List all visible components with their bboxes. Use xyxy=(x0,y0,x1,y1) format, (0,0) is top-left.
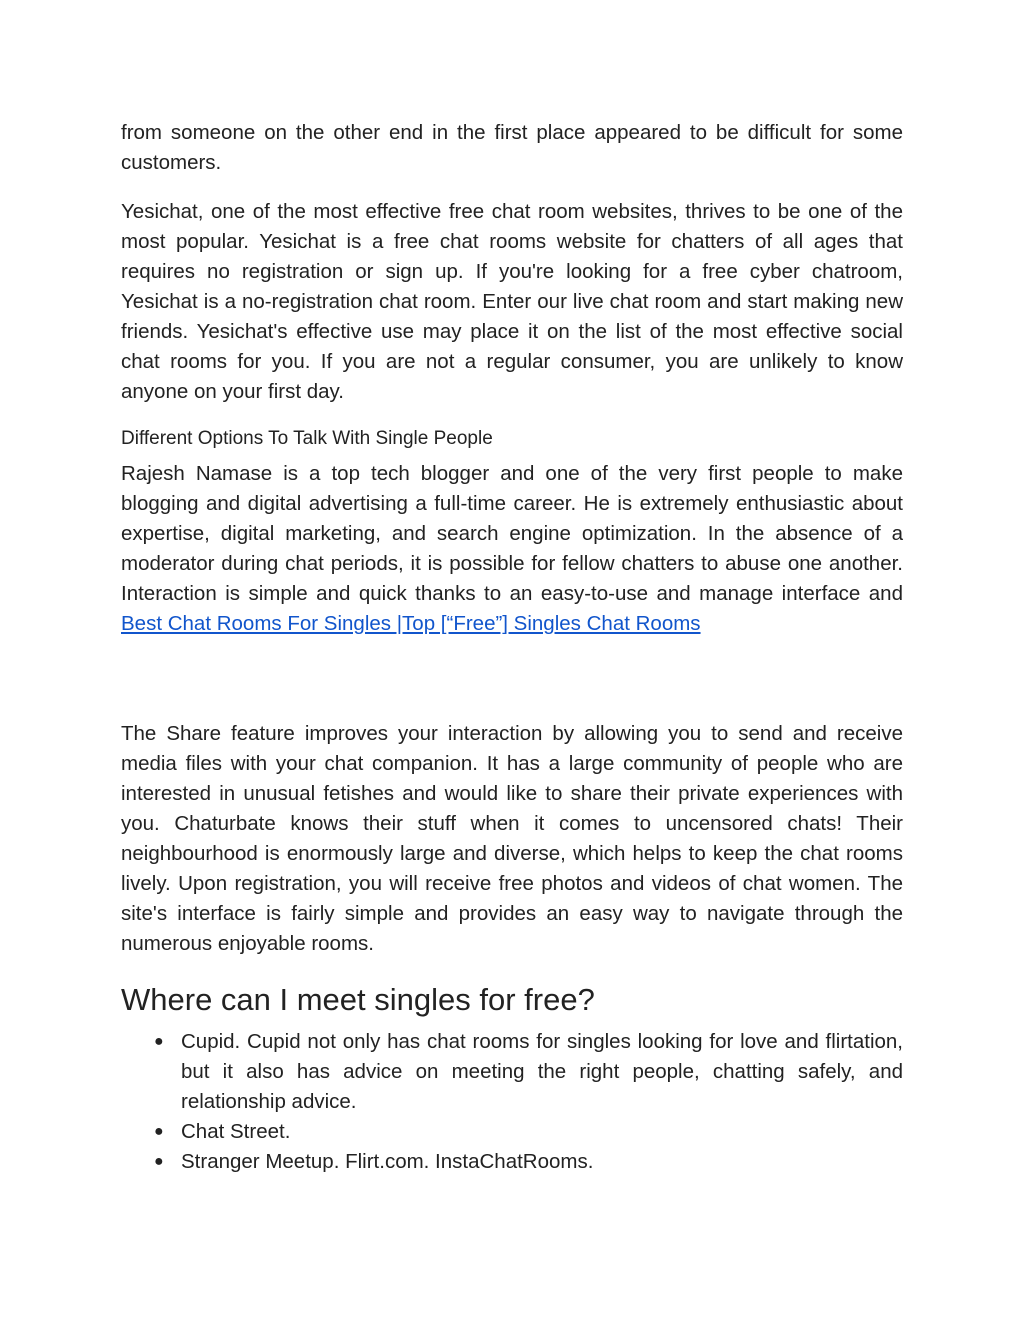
list-item xyxy=(121,1147,903,1177)
paragraph-share-feature: The Share feature improves your interaction by allowing you to send and receive media files with your chat companion. It has a large community of people who are interested in unusual fetishes and would like to share their private experiences with you. Chaturbate knows their stuff when it comes to uncensored chats! Their neighbourhood is enormously large and diverse, which helps to keep the chat rooms lively. Upon registration, you will receive free photos and videos of chat women. The site's interface is fairly simple and provides an easy way to navigate through the numerous enjoyable rooms. xyxy=(121,722,903,955)
bullet-icon: ● xyxy=(154,1033,164,1050)
list-item-text: Chat Street. xyxy=(181,1120,291,1143)
bullet-icon: ● xyxy=(154,1123,164,1140)
document-page xyxy=(121,118,903,1177)
bullet-list xyxy=(121,1027,903,1177)
list-item xyxy=(121,1117,903,1147)
list-item-text: Cupid. Cupid not only has chat rooms for singles looking for love and flirtation, but it also has advice on meeting the right people, chatting safely, and relationship advice. xyxy=(181,1030,903,1113)
paragraph-yesichat: Yesichat, one of the most effective free chat room websites, thrives to be one of the most popular. Yesichat is a free chat rooms website for chatters of all ages that requires no registration or sign up. If you're looking for a free cyber chatroom, Yesichat is a no-registration chat room. Enter our live chat room and start making new friends. Yesichat's effective use may place it on the list of the most effective social chat rooms for you. If you are not a regular consumer, you are unlikely to know anyone on your first day. xyxy=(121,200,903,403)
blank-spacer xyxy=(121,658,903,719)
list-item-text: Stranger Meetup. Flirt.com. InstaChatRooms. xyxy=(181,1150,594,1173)
paragraph-rajesh xyxy=(121,459,903,639)
paragraph-rajesh-text: Rajesh Namase is a top tech blogger and one of the very first people to make blogging and digital advertising a full-time career. He is extremely enthusiastic about expertise, digital marketing, and search engine optimization. In the absence of a moderator during chat periods, it is possible for fellow chatters to abuse one another. Interaction is simple and quick thanks to an easy-to-use and manage interface and xyxy=(121,462,903,605)
section-subheading: Different Options To Talk With Single People xyxy=(121,428,493,449)
paragraph-intro-continuation: from someone on the other end in the first place appeared to be difficult for some customers. xyxy=(121,121,903,174)
section-heading: Where can I meet singles for free? xyxy=(121,982,595,1017)
list-item xyxy=(121,1027,903,1117)
bullet-icon: ● xyxy=(154,1153,164,1170)
singles-chat-rooms-link[interactable]: Best Chat Rooms For Singles |Top [“Free”] Singles Chat Rooms xyxy=(121,612,701,635)
